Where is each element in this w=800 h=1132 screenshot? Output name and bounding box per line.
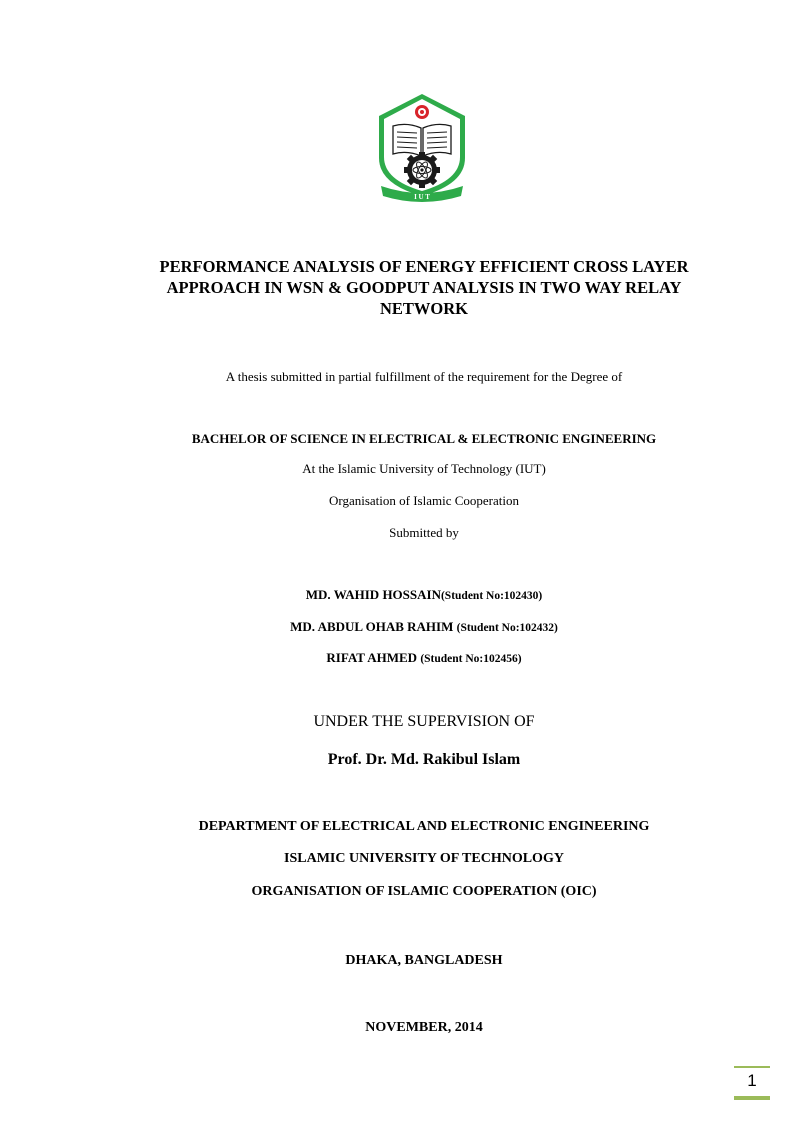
department-name: DEPARTMENT OF ELECTRICAL AND ELECTRONIC ENGINEERING: [198, 819, 650, 834]
student-entry: [0, 650, 800, 666]
page-number: 1: [747, 1071, 757, 1090]
student-entry: [0, 619, 800, 635]
student-name: MD. WAHID HOSSAIN: [305, 587, 441, 602]
organisation-name: ORGANISATION OF ISLAMIC COOPERATION (OIC): [251, 884, 597, 899]
thesis-title-line-3: NETWORK: [379, 299, 468, 318]
student-name: MD. ABDUL OHAB RAHIM: [290, 619, 454, 634]
supervision-heading: UNDER THE SUPERVISION OF: [313, 713, 535, 730]
student-id: (Student No:102430): [440, 590, 543, 602]
thesis-title-line-1: PERFORMANCE ANALYSIS OF ENERGY EFFICIENT CROSS LAYER: [159, 257, 689, 276]
logo-banner-text: I U T: [414, 193, 430, 201]
thesis-title-line-2: APPROACH IN WSN & GOODPUT ANALYSIS IN TWO WAY RELAY: [166, 278, 682, 297]
page-number-box: [734, 1066, 770, 1100]
university-name: ISLAMIC UNIVERSITY OF TECHNOLOGY: [284, 851, 564, 866]
supervisor-name: Prof. Dr. Md. Rakibul Islam: [327, 751, 521, 768]
university-line: At the Islamic University of Technology (IUT): [302, 461, 546, 476]
iut-logo: [375, 92, 469, 206]
submission-date: NOVEMBER, 2014: [365, 1020, 483, 1035]
page-number-top-rule: [734, 1066, 770, 1068]
degree-name: BACHELOR OF SCIENCE IN ELECTRICAL & ELECTRONIC ENGINEERING: [191, 431, 657, 446]
logo-book: [393, 124, 421, 156]
submission-statement: A thesis submitted in partial fulfillment of the requirement for the Degree of: [225, 369, 623, 384]
student-name: RIFAT AHMED: [326, 650, 418, 665]
student-id: (Student No:102456): [420, 653, 522, 665]
submitted-by-label: Submitted by: [389, 525, 459, 540]
organisation-line: Organisation of Islamic Cooperation: [328, 493, 520, 508]
page-number-bottom-rule: [734, 1096, 770, 1100]
student-id: (Student No:102432): [456, 622, 558, 634]
student-entry: [0, 587, 800, 603]
location: DHAKA, BANGLADESH: [345, 953, 503, 968]
